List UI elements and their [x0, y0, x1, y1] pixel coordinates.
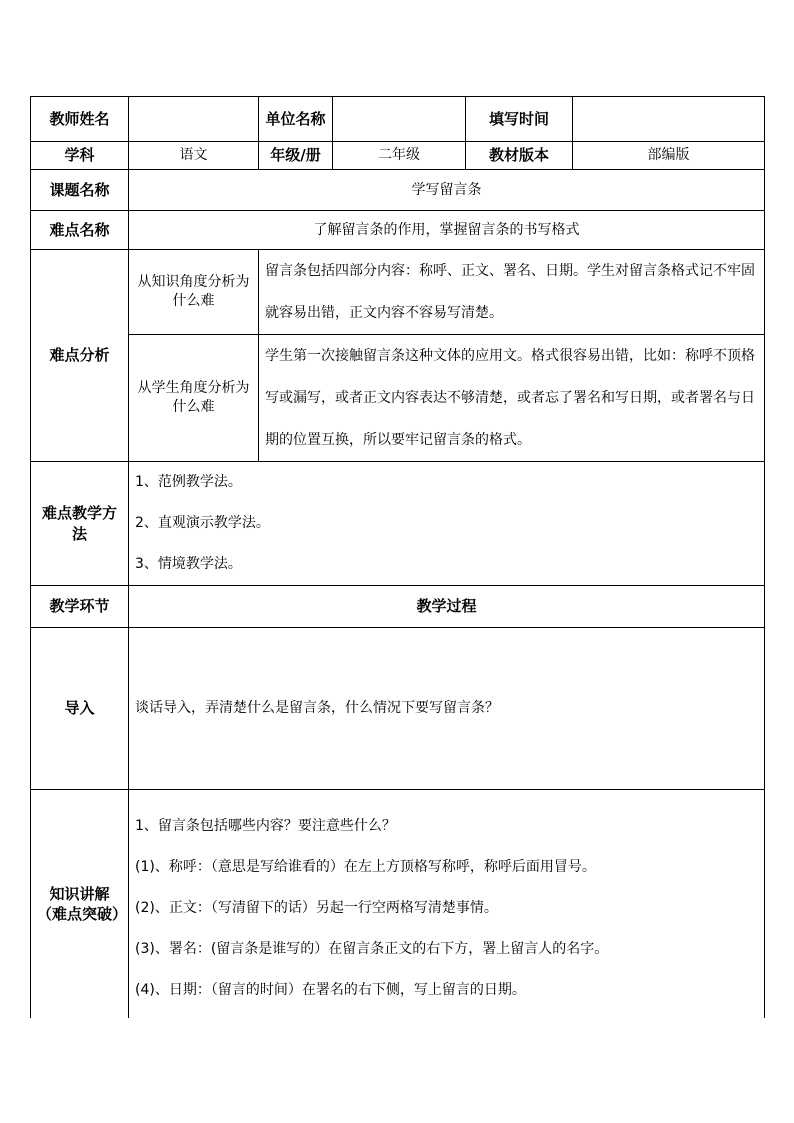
topic-label: 课题名称 [31, 170, 129, 211]
intro-text: 谈话导入，弄清楚什么是留言条，什么情况下要写留言条？ [129, 628, 765, 790]
knowledge-angle-label: 从知识角度分析为什么难 [129, 250, 259, 335]
stage-header: 教学环节 [31, 586, 129, 628]
method-item: 3、情境教学法。 [135, 556, 242, 572]
subject-value: 语文 [129, 142, 259, 170]
intro-label: 导入 [31, 628, 129, 790]
teacher-name-label: 教师姓名 [31, 97, 129, 142]
analysis-row-student [31, 335, 765, 462]
textbook-value: 部编版 [573, 142, 765, 170]
subject-label: 学科 [31, 142, 129, 170]
knowledge-line: (1)、称呼：（意思是写给谁看的）在左上方顶格写称呼，称呼后面用冒号。 [135, 859, 596, 876]
difficulty-label: 难点名称 [31, 211, 129, 250]
knowledge-angle-text [259, 250, 765, 335]
knowledge-line: 1、留言条包括哪些内容？要注意些什么？ [135, 818, 396, 835]
student-angle-paragraph: 学生第一次接触留言条这种文体的应用文。格式很容易出错，比如：称呼不顶格写或漏写，或者正文内容表达不够清楚，或者忘了署名和写日期，或者署名与日期的位置互换，所以要牢记留言条的格式。 [265, 348, 755, 448]
fill-time-value [573, 97, 765, 142]
analysis-row-knowledge [31, 250, 765, 335]
grade-label: 年级/册 [259, 142, 333, 170]
knowledge-label: 知识讲解（难点突破） [31, 790, 129, 1018]
methods-label: 难点教学方法 [31, 462, 129, 586]
knowledge-line: (3)、署名：(留言条是谁写的）在留言条正文的右下方，署上留言人的名字。 [135, 941, 609, 958]
topic-row [31, 170, 765, 211]
difficulty-value: 了解留言条的作用，掌握留言条的书写格式 [129, 211, 765, 250]
knowledge-line: (2)、正文：（写清留下的话）另起一行空两格写清楚事情。 [135, 900, 498, 917]
knowledge-row [31, 790, 765, 1018]
difficulty-row [31, 211, 765, 250]
process-header: 教学过程 [129, 586, 765, 628]
student-angle-text [259, 335, 765, 462]
knowledge-content [129, 790, 765, 1018]
grade-value: 二年级 [333, 142, 466, 170]
teacher-name-value [129, 97, 259, 142]
fill-time-label: 填写时间 [466, 97, 573, 142]
methods-row [31, 462, 765, 586]
knowledge-line: (4)、日期：（留言的时间）在署名的右下侧，写上留言的日期。 [135, 982, 526, 999]
analysis-label: 难点分析 [31, 250, 129, 462]
method-item: 2、直观演示教学法。 [135, 515, 270, 531]
lesson-plan-table [30, 96, 765, 1018]
unit-name-label: 单位名称 [259, 97, 333, 142]
lesson-plan-page [30, 96, 764, 1018]
intro-row [31, 628, 765, 790]
methods-content [129, 462, 765, 586]
header-row-2 [31, 142, 765, 170]
student-angle-label: 从学生角度分析为什么难 [129, 335, 259, 462]
knowledge-angle-paragraph: 留言条包括四部分内容：称呼、正文、署名、日期。学生对留言条格式记不牢固就容易出错，正文内容不容易写清楚。 [265, 263, 755, 321]
unit-name-value [333, 97, 466, 142]
header-row-1 [31, 97, 765, 142]
topic-value: 学写留言条 [129, 170, 765, 211]
process-header-row [31, 586, 765, 628]
textbook-label: 教材版本 [466, 142, 573, 170]
method-item: 1、范例教学法。 [135, 474, 242, 490]
